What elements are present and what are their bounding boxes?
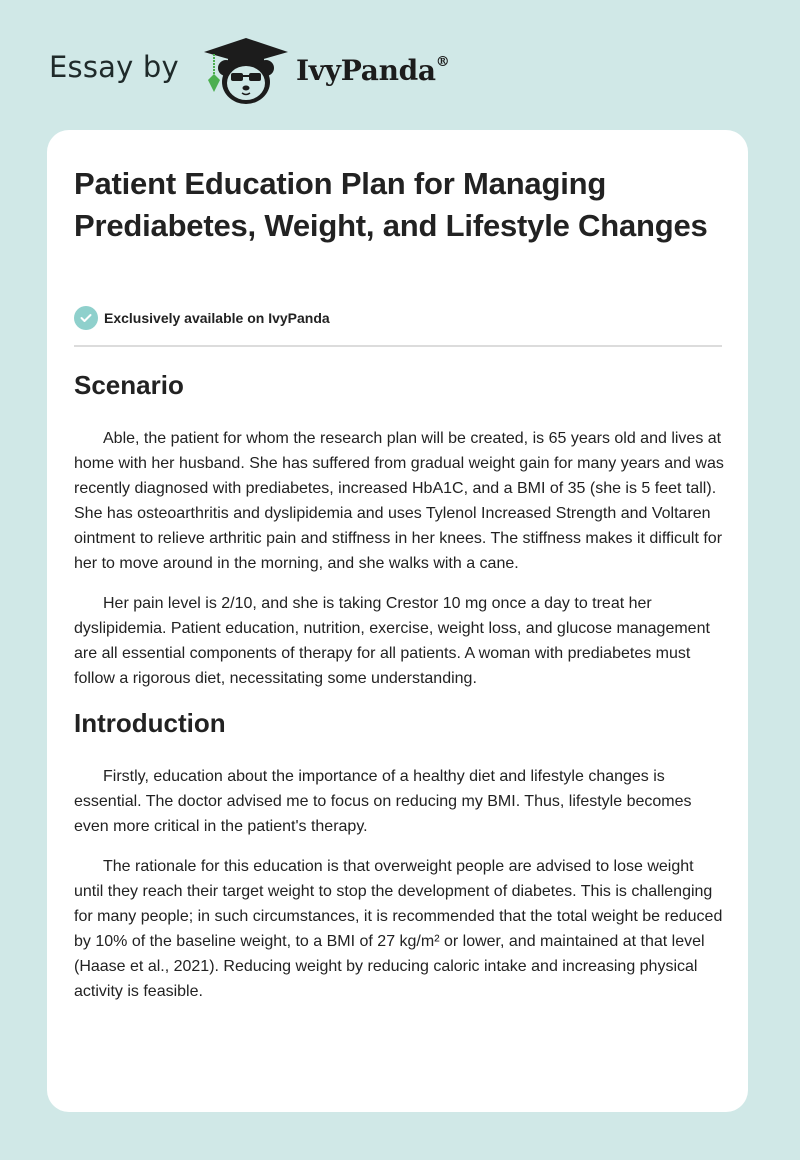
brand-text: IvyPanda — [296, 54, 436, 87]
essay-card — [47, 130, 748, 1112]
panda-graduate-icon[interactable] — [200, 36, 292, 108]
section-heading: Introduction — [74, 708, 226, 738]
essay-body — [74, 368, 724, 1019]
exclusive-text: Exclusively available on IvyPanda — [104, 310, 330, 326]
section-introduction — [74, 706, 724, 1004]
check-circle-icon — [74, 306, 98, 330]
section-scenario — [74, 368, 724, 691]
paragraph: Able, the patient for whom the research plan will be created, is 65 years old and lives at home with her husband. She has suffered from gradual weight gain for many years and was recently diagnosed with prediabetes, increased HbA1C, and a BMI of 35 (she is 5 feet tall). She has osteoarthritis and dyslipidemia and uses Tylenol Increased Strength and Voltaren ointment to relieve arthritic pain and stiffness in her knees. The stiffness makes it difficult for her to move around in the morning, and she walks with a cane. — [74, 430, 724, 572]
divider — [74, 345, 722, 347]
site-header — [0, 0, 800, 130]
essay-by-label: Essay by — [49, 50, 179, 84]
registered-mark: ® — [435, 53, 450, 70]
paragraph: Firstly, education about the importance of a healthy diet and lifestyle changes is essential. The doctor advised me to focus on reducing my BMI. Thus, lifestyle becomes even more critical in the patient's therapy. — [74, 768, 692, 835]
section-heading: Scenario — [74, 370, 184, 400]
exclusive-badge — [74, 306, 330, 330]
paragraph: Her pain level is 2/10, and she is taking Crestor 10 mg once a day to treat her dyslipidemia. Patient education, nutrition, exercise, weight loss, and glucose management are all essential components of therapy for all patients. A woman with prediabetes must follow a rigorous diet, necessitating some understanding. — [74, 595, 710, 687]
paragraph: The rationale for this education is that overweight people are advised to lose weight until they reach their target weight to stop the development of diabetes. This is challenging for many people; in such circumstances, it is recommended that the total weight be reduced by 10% of the baseline weight, to a BMI of 27 kg/m² or lower, and maintained at that level (Haase et al., 2021). Reducing weight by reducing caloric intake and increasing physical activity is feasible. — [74, 858, 723, 1000]
brand-name[interactable] — [296, 54, 449, 87]
essay-title: Patient Education Plan for Managing Prediabetes, Weight, and Lifestyle Changes — [74, 166, 708, 243]
